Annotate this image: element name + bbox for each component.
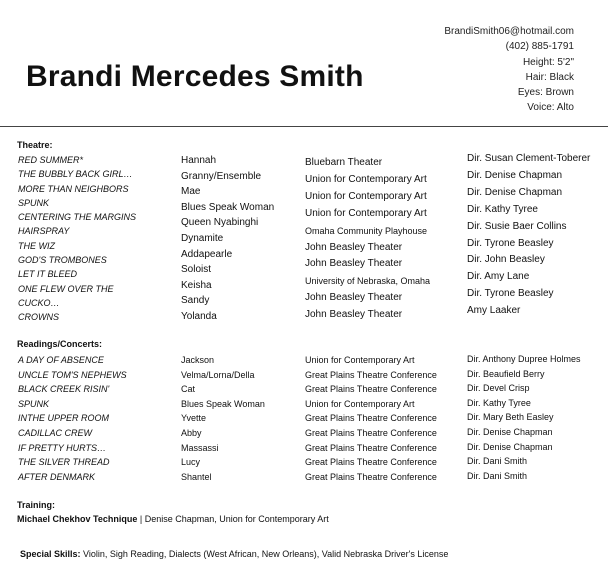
theatre-role: Dynamite bbox=[181, 232, 224, 244]
theatre-show: ONE FLEW OVER THE bbox=[18, 283, 114, 294]
reading-venue: Great Plains Theatre Conference bbox=[305, 384, 437, 395]
skills-heading: Special Skills: bbox=[20, 549, 81, 559]
theatre-venue: John Beasley Theater bbox=[305, 241, 403, 253]
reading-venue: Great Plains Theatre Conference bbox=[305, 369, 437, 380]
readings-roles-column bbox=[181, 353, 265, 484]
readings-venues-column bbox=[305, 353, 437, 484]
theatre-venue: Union for Contemporary Art bbox=[305, 173, 427, 185]
training-separator: | bbox=[137, 514, 145, 524]
reading-show: SPUNK bbox=[18, 398, 50, 409]
reading-director: Dir. Mary Beth Easley bbox=[467, 412, 554, 423]
reading-show: THE SILVER THREAD bbox=[18, 457, 110, 468]
theatre-show: HAIRSPRAY bbox=[18, 226, 70, 237]
reading-show: UNCLE TOM'S NEPHEWS bbox=[18, 369, 127, 380]
theatre-show: GOD'S TROMBONES bbox=[18, 255, 107, 266]
theatre-director: Dir. Tyrone Beasley bbox=[467, 237, 554, 249]
theatre-director: Dir. Kathy Tyree bbox=[467, 203, 538, 215]
reading-show: A DAY OF ABSENCE bbox=[18, 355, 104, 365]
theatre-role: Soloist bbox=[181, 264, 212, 276]
reading-show: INTHE UPPER ROOM bbox=[18, 413, 110, 424]
theatre-show: THE BUBBLY BACK GIRL… bbox=[18, 169, 133, 180]
theatre-role: Addapearle bbox=[181, 248, 233, 260]
reading-role: Cat bbox=[181, 384, 196, 395]
theatre-director: Dir. Denise Chapman bbox=[467, 186, 563, 198]
reading-show: BLACK CREEK RISIN' bbox=[18, 384, 110, 395]
skills-text: Violin, Sigh Reading, Dialects (West African, New Orleans), Valid Nebraska Driver's License bbox=[80, 549, 449, 559]
theatre-show: RED SUMMER* bbox=[18, 155, 84, 165]
reading-director: Dir. Dani Smith bbox=[467, 456, 528, 467]
theatre-venue: Union for Contemporary Art bbox=[305, 207, 427, 219]
theatre-roles-column bbox=[181, 153, 274, 325]
readings-directors-column bbox=[467, 352, 581, 483]
theatre-venue: John Beasley Theater bbox=[305, 292, 403, 304]
theatre-director: Dir. Susan Clement-Toberer bbox=[467, 153, 591, 164]
reading-show: AFTER DENMARK bbox=[18, 471, 96, 482]
contact-voice: Voice: Alto bbox=[527, 102, 574, 114]
applicant-name: Brandi Mercedes Smith bbox=[26, 60, 364, 93]
theatre-director: Dir. Tyrone Beasley bbox=[467, 288, 554, 300]
theatre-director: Dir. John Beasley bbox=[467, 254, 545, 266]
theatre-show: CUCKO… bbox=[18, 297, 60, 308]
reading-director: Dir. Dani Smith bbox=[467, 470, 528, 481]
reading-role: Yvette bbox=[181, 413, 207, 424]
theatre-directors-column bbox=[467, 151, 590, 320]
theatre-show: SPUNK bbox=[18, 197, 50, 208]
reading-director: Dir. Denise Chapman bbox=[467, 441, 553, 452]
training-heading: Training: bbox=[17, 500, 55, 510]
reading-role: Shantel bbox=[181, 471, 212, 482]
theatre-show: CROWNS bbox=[18, 312, 59, 323]
theatre-venue: John Beasley Theater bbox=[305, 258, 403, 270]
reading-role: Abby bbox=[181, 427, 202, 438]
special-skills bbox=[20, 549, 448, 559]
theatre-role: Keisha bbox=[181, 279, 212, 291]
reading-venue: Union for Contemporary Art bbox=[305, 355, 415, 365]
theatre-show: MORE THAN NEIGHBORS bbox=[18, 183, 129, 194]
contact-block bbox=[444, 24, 574, 116]
contact-phone: (402) 885-1791 bbox=[505, 41, 574, 53]
theatre-venues-column bbox=[305, 155, 430, 324]
reading-venue: Great Plains Theatre Conference bbox=[305, 471, 437, 482]
theatre-role: Mae bbox=[181, 186, 201, 198]
theatre-role: Sandy bbox=[181, 295, 210, 307]
reading-role: Massassi bbox=[181, 442, 219, 453]
reading-role: Blues Speak Woman bbox=[181, 398, 265, 409]
reading-director: Dir. Anthony Dupree Holmes bbox=[467, 354, 581, 364]
readings-shows-column bbox=[18, 353, 127, 484]
reading-venue: Union for Contemporary Art bbox=[305, 398, 415, 409]
theatre-shows-column bbox=[18, 153, 136, 325]
reading-venue: Great Plains Theatre Conference bbox=[305, 457, 437, 468]
reading-role: Velma/Lorna/Della bbox=[181, 369, 255, 380]
contact-email: BrandiSmith06@hotmail.com bbox=[444, 26, 574, 37]
training-technique: Michael Chekhov Technique bbox=[17, 514, 138, 524]
contact-eyes: Eyes: Brown bbox=[517, 87, 574, 99]
theatre-director: Dir. Susie Baer Collins bbox=[467, 220, 567, 232]
theatre-heading: Theatre: bbox=[17, 140, 53, 150]
theatre-venue: Omaha Community Playhouse bbox=[305, 225, 428, 236]
contact-hair: Hair: Black bbox=[525, 71, 574, 83]
header-divider bbox=[0, 126, 608, 127]
reading-show: CADILLAC CREW bbox=[18, 427, 93, 438]
theatre-show: THE WIZ bbox=[18, 240, 55, 251]
theatre-role: Granny/Ensemble bbox=[181, 170, 262, 182]
readings-heading: Readings/Concerts: bbox=[17, 339, 103, 349]
reading-director: Dir. Devel Crisp bbox=[467, 383, 530, 394]
reading-show: IF PRETTY HURTS… bbox=[18, 442, 107, 453]
theatre-director: Dir. Amy Lane bbox=[467, 271, 530, 283]
reading-director: Dir. Beaufield Berry bbox=[467, 368, 545, 379]
theatre-venue: John Beasley Theater bbox=[305, 309, 403, 321]
training-entry bbox=[17, 514, 329, 524]
contact-height: Height: 5'2" bbox=[522, 56, 574, 68]
reading-role: Lucy bbox=[181, 457, 201, 468]
theatre-role: Hannah bbox=[181, 155, 217, 166]
theatre-show: LET IT BLEED bbox=[18, 269, 78, 280]
theatre-venue: Bluebarn Theater bbox=[305, 157, 383, 168]
reading-venue: Great Plains Theatre Conference bbox=[305, 442, 437, 453]
reading-director: Dir. Kathy Tyree bbox=[467, 397, 531, 408]
theatre-venue: University of Nebraska, Omaha bbox=[305, 276, 431, 287]
theatre-role: Blues Speak Woman bbox=[181, 201, 275, 213]
theatre-director: Dir. Denise Chapman bbox=[467, 169, 563, 181]
theatre-venue: Union for Contemporary Art bbox=[305, 190, 427, 202]
theatre-show: CENTERING THE MARGINS bbox=[18, 212, 137, 223]
reading-role: Jackson bbox=[181, 355, 215, 365]
reading-venue: Great Plains Theatre Conference bbox=[305, 413, 437, 424]
reading-director: Dir. Denise Chapman bbox=[467, 426, 553, 437]
theatre-role: Yolanda bbox=[181, 310, 217, 322]
theatre-role: Queen Nyabinghi bbox=[181, 217, 259, 229]
theatre-director: Amy Laaker bbox=[467, 305, 521, 317]
training-detail: Denise Chapman, Union for Contemporary Art bbox=[144, 514, 329, 524]
reading-venue: Great Plains Theatre Conference bbox=[305, 427, 437, 438]
